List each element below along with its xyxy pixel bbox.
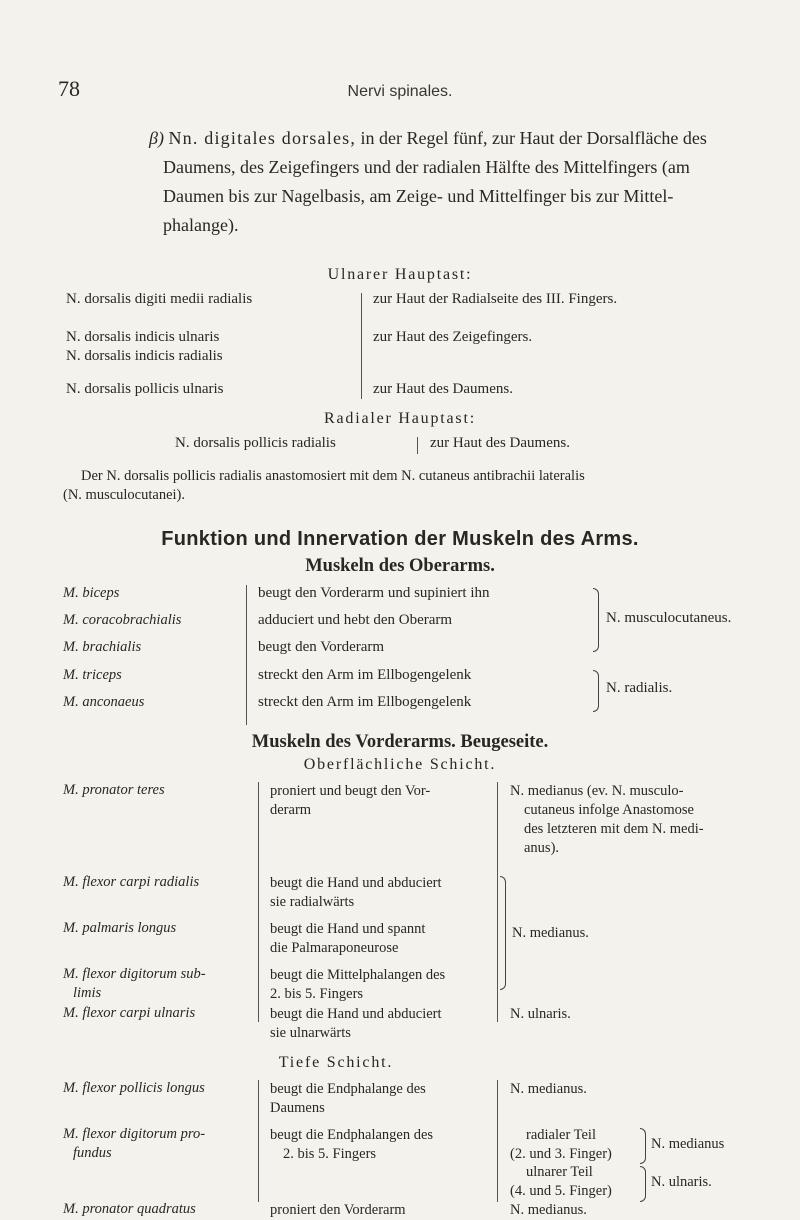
pronator-nerve-1: N. medianus (ev. N. musculo- [510, 783, 684, 799]
superficial-nerve-ulnaris: N. ulnaris. [510, 1006, 571, 1022]
radial-nerve: N. dorsalis pollicis radialis [175, 435, 336, 451]
forearm-function-5b: sie ulnarwärts [270, 1025, 351, 1041]
forearm-muscle-4b: limis [73, 985, 102, 1001]
upper-nerve-musculocutaneus: N. musculocutaneus. [606, 610, 732, 626]
intro-term: Nn. digitales dorsales, [168, 128, 357, 148]
ulnar-caption: Ulnarer Hauptast: [327, 266, 473, 283]
section-title: Funktion und Innervation der Muskeln des Arms. [161, 528, 639, 550]
pronator-nerve-3: des letzteren mit dem N. medi- [524, 821, 704, 837]
forearm-muscle-2: M. flexor carpi radialis [63, 874, 200, 890]
ulnar-nerve-4: N. dorsalis pollicis ulnaris [66, 381, 224, 397]
deep-nerve-3: N. medianus. [510, 1202, 587, 1218]
forearm-divider-right [497, 782, 498, 1022]
note-line-1: Der N. dorsalis pollicis radialis anastomosiert mit dem N. cutaneus antibrachii lateralis [81, 468, 585, 484]
forearm-title: Muskeln des Vorderarms. Beugeseite. [251, 732, 549, 752]
page-number: 78 [58, 76, 80, 101]
running-title: Nervi spinales. [347, 83, 453, 100]
deep-muscle-1: M. flexor pollicis longus [63, 1080, 205, 1096]
upper-muscle-2: M. coracobrachialis [63, 612, 182, 628]
superficial-caption: Oberflächliche Schicht. [303, 756, 497, 773]
upper-muscle-1: M. biceps [63, 585, 120, 601]
deep-nerve-1: N. medianus. [510, 1081, 587, 1097]
pronator-nerve-4: anus). [524, 840, 560, 856]
upper-muscle-3: M. brachialis [63, 639, 142, 655]
upper-function-5: streckt den Arm im Ellbogengelenk [258, 694, 472, 710]
brace-profundus-radial [640, 1128, 646, 1164]
forearm-function-1a: proniert und beugt den Vor- [270, 783, 431, 799]
radial-caption: Radialer Hauptast: [324, 410, 476, 427]
ulnar-target-1: zur Haut der Radialseite des III. Fingers. [373, 291, 618, 307]
upper-function-2: adduciert und hebt den Oberarm [258, 612, 453, 628]
forearm-function-5a: beugt die Hand und abduciert [270, 1006, 442, 1022]
forearm-function-3b: die Palmaraponeurose [270, 940, 399, 956]
ulnar-nerve-1: N. dorsalis digiti medii radialis [66, 291, 253, 307]
forearm-function-4a: beugt die Mittelphalangen des [270, 967, 446, 983]
deep-muscle-3: M. pronator quadratus [63, 1201, 196, 1217]
brace-medianus [500, 876, 506, 990]
forearm-function-2a: beugt die Hand und abduciert [270, 875, 442, 891]
deep-caption: Tiefe Schicht. [278, 1054, 394, 1071]
ulnar-nerve-2: N. dorsalis indicis ulnaris [66, 329, 220, 345]
note-line-2: (N. musculocutanei). [63, 487, 186, 503]
deep-function-1a: beugt die Endphalange des [270, 1081, 426, 1097]
ulnar-target-2: zur Haut des Zeigefingers. [373, 329, 533, 345]
forearm-muscle-5: M. flexor carpi ulnaris [63, 1005, 196, 1021]
profundus-ulnar-part-2: (4. und 5. Finger) [510, 1183, 612, 1199]
forearm-muscle-1: M. pronator teres [63, 782, 165, 798]
profundus-ulnar-nerve: N. ulnaris. [651, 1174, 712, 1190]
upper-muscle-5: M. anconaeus [63, 694, 145, 710]
radial-divider [417, 437, 418, 454]
profundus-radial-nerve: N. medianus [651, 1136, 725, 1152]
ulnar-divider [361, 293, 362, 399]
intro-text: in der Regel fünf, zur Haut der Dorsalfläche des Daumens, des Zeigefingers und der radialen Hälfte des Mittelfingers (am Daumen bis zur Nagelbasis, am Zeige- und Mittelfinger bis zur Mittel-phalange). [163, 128, 707, 235]
deep-function-1b: Daumens [270, 1100, 325, 1116]
deep-muscle-2a: M. flexor digitorum pro- [63, 1126, 206, 1142]
deep-function-2b: 2. bis 5. Fingers [283, 1146, 377, 1162]
forearm-function-3a: beugt die Hand und spannt [270, 921, 426, 937]
upper-function-4: streckt den Arm im Ellbogengelenk [258, 667, 472, 683]
brace-profundus-ulnar [640, 1166, 646, 1202]
pronator-nerve-2: cutaneus infolge Anastomose [524, 802, 694, 818]
upper-function-1: beugt den Vorderarm und supiniert ihn [258, 585, 490, 601]
upper-muscle-4: M. triceps [63, 667, 122, 683]
ulnar-nerve-3: N. dorsalis indicis radialis [66, 348, 223, 364]
upper-arm-divider [246, 585, 247, 725]
upper-function-3: beugt den Vorderarm [258, 639, 385, 655]
superficial-nerve-medianus: N. medianus. [512, 925, 589, 941]
upper-nerve-radialis: N. radialis. [606, 680, 673, 696]
upper-arm-title: Muskeln des Oberarms. [305, 556, 495, 576]
deep-function-3: proniert den Vorderarm [270, 1202, 406, 1218]
deep-divider-left [258, 1080, 259, 1202]
profundus-ulnar-part-1: ulnarer Teil [526, 1164, 593, 1180]
brace-radialis [593, 670, 599, 712]
intro-paragraph [149, 124, 723, 240]
deep-muscle-2b: fundus [73, 1145, 112, 1161]
forearm-muscle-4a: M. flexor digitorum sub- [63, 966, 206, 982]
forearm-muscle-3: M. palmaris longus [63, 920, 177, 936]
intro-marker: β) [149, 128, 164, 148]
brace-musculocutaneus [593, 588, 599, 652]
radial-target: zur Haut des Daumens. [430, 435, 570, 451]
ulnar-target-4: zur Haut des Daumens. [373, 381, 513, 397]
profundus-radial-part-2: (2. und 3. Finger) [510, 1146, 612, 1162]
forearm-function-1b: derarm [270, 802, 312, 818]
deep-divider-right [497, 1080, 498, 1202]
forearm-function-4b: 2. bis 5. Fingers [270, 986, 364, 1002]
deep-function-2a: beugt die Endphalangen des [270, 1127, 434, 1143]
profundus-radial-part-1: radialer Teil [526, 1127, 596, 1143]
forearm-function-2b: sie radialwärts [270, 894, 355, 910]
forearm-divider-left [258, 782, 259, 1022]
